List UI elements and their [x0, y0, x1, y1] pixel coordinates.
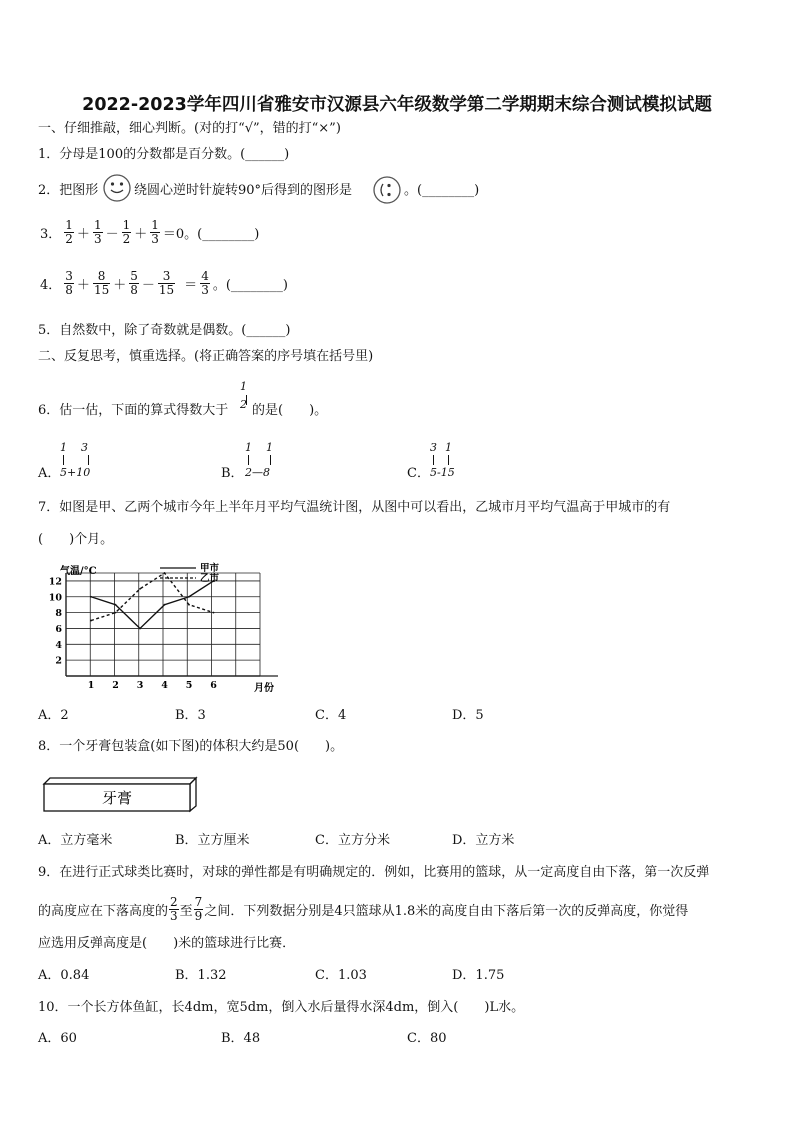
- option-10c: C．80: [407, 1031, 447, 1046]
- question-9-line3: 应选用反弹高度是( )米的篮球进行比赛．: [38, 936, 296, 951]
- fraction: $\frac{2}{3}$: [170, 894, 178, 923]
- question-2-prefix: 2．把图形: [38, 183, 99, 198]
- y-axis-label: 气温/°C: [60, 566, 97, 577]
- question-9-line2: 的高度应在下落高度的 $\frac{2}{3}$ 至 $\frac{7}{9}$ 之间．下列数据分别是4只篮球从1.8米的高度自由下落后第一次的反弹高度，你觉得: [38, 894, 689, 923]
- data-point: [90, 596, 92, 598]
- option-6b-label: B．: [221, 466, 244, 481]
- page-title: 2022-2023学年四川省雅安市汉源县六年级数学第二学期期末综合测试模拟试题: [82, 95, 712, 115]
- option-6c-label: C．: [407, 466, 430, 481]
- fraction-half-slanted: 1 2: [240, 380, 247, 411]
- data-point: [164, 572, 166, 574]
- y-tick-label: 12: [48, 576, 62, 588]
- question-7-line1: 7．如图是甲、乙两个城市今年上半年月平均气温统计图，从图中可以看出，乙城市月平均气温高于甲城市的有: [38, 500, 671, 515]
- question-8: 8．一个牙膏包装盒(如下图)的体积大约是50( )。: [38, 739, 344, 754]
- data-point: [90, 620, 92, 622]
- x-tick-label: 4: [161, 680, 168, 691]
- question-2-suffix: 。(________): [404, 183, 480, 198]
- fraction: $\frac{5}{8}$: [130, 268, 138, 297]
- series-line-city-a: [91, 581, 214, 629]
- option-10b: B．48: [221, 1031, 261, 1046]
- fraction: $\frac{1}{3}$: [151, 217, 159, 246]
- option-7a: A．2: [38, 708, 69, 723]
- option-7c: C．4: [315, 708, 347, 723]
- section1-heading: 一、仔细推敲，细心判断。(对的打“√”，错的打“×”): [38, 121, 341, 136]
- option-8c: C．立方分米: [315, 833, 390, 848]
- question-1: 1．分母是100的分数都是百分数。(______): [38, 147, 290, 162]
- data-point: [115, 604, 117, 606]
- question-7-line2: ( )个月。: [38, 532, 114, 547]
- smiley-face-icon: [102, 173, 132, 203]
- option-6a-label: A．: [38, 466, 61, 481]
- fraction: $\frac{8}{15}$: [93, 268, 110, 297]
- x-tick-label: 3: [136, 680, 144, 691]
- option-6c-expression: 3 1 5-15: [430, 441, 455, 479]
- fraction: $\frac{1}{3}$: [93, 217, 102, 246]
- y-tick-label: 6: [55, 623, 62, 635]
- legend-label-city-b: 乙市: [200, 573, 220, 584]
- legend-label-city-a: 甲市: [200, 563, 220, 574]
- toothpaste-box-label: 牙膏: [101, 789, 133, 807]
- question-4: 4． $\frac{3}{8}$ ＋ $\frac{8}{15}$ ＋ $\frac{5}{8}$ － $\frac{3}{15}$ ＝ $\frac{4}{3}$ 。(________): [40, 268, 288, 297]
- question-9-line1: 9．在进行正式球类比赛时，对球的弹性都是有明确规定的．例如，比赛用的篮球，从一定高度自由下落，第一次反弹: [38, 865, 710, 880]
- y-tick-label: 10: [48, 592, 62, 604]
- data-point: [213, 612, 215, 614]
- y-tick-label: 4: [55, 639, 62, 651]
- option-6a-expression: 1 3 5+10: [60, 441, 91, 479]
- x-axis-label: 月份: [254, 683, 274, 694]
- option-9a: A．0.84: [38, 968, 90, 983]
- option-6b-expression: 1 1 2—8: [245, 441, 273, 479]
- fraction: $\frac{7}{9}$: [194, 894, 203, 923]
- data-point: [139, 588, 141, 590]
- question-6-text-b: 的是( )。: [252, 403, 328, 418]
- question-2-mid: 绕圆心逆时针旋转90°后得到的图形是: [134, 183, 353, 198]
- toothpaste-box-figure: [40, 776, 202, 814]
- y-tick-label: 8: [55, 608, 62, 620]
- y-tick-label: 2: [55, 655, 62, 667]
- option-9d: D．1.75: [452, 968, 505, 983]
- x-tick-label: 5: [185, 680, 193, 691]
- fraction: $\frac{3}{8}$: [65, 268, 73, 297]
- option-8b: B．立方厘米: [175, 833, 250, 848]
- fraction: $\frac{1}{2}$: [65, 217, 73, 246]
- fraction: $\frac{3}{15}$: [158, 268, 175, 297]
- option-8a: A．立方毫米: [38, 833, 113, 848]
- option-9b: B．1.32: [175, 968, 227, 983]
- option-10a: A．60: [38, 1031, 77, 1046]
- fraction: $\frac{1}{2}$: [122, 217, 131, 246]
- data-point: [139, 628, 141, 630]
- question-3: 3． $\frac{1}{2}$ ＋ $\frac{1}{3}$ － $\frac{1}{2}$ ＋ $\frac{1}{3}$ ＝0。(________): [40, 217, 260, 246]
- option-7d: D．5: [452, 708, 484, 723]
- x-axis-ticks: [88, 680, 218, 691]
- x-tick-label: 6: [210, 680, 217, 691]
- x-tick-label: 1: [87, 680, 95, 691]
- x-tick-label: 2: [112, 680, 119, 691]
- option-7b: B．3: [175, 708, 206, 723]
- data-point: [188, 596, 190, 598]
- fraction: $\frac{4}{3}$: [201, 268, 209, 297]
- y-axis-ticks: [49, 576, 63, 666]
- option-9c: C．1.03: [315, 968, 367, 983]
- chart-grid: [66, 573, 278, 676]
- question-5: 5．自然数中，除了奇数就是偶数。(______): [38, 323, 291, 338]
- question-10: 10．一个长方体鱼缸，长4dm，宽5dm，倒入水后量得水深4dm，倒入( )L水。: [38, 1000, 525, 1015]
- data-point: [188, 604, 190, 606]
- data-point: [164, 604, 166, 606]
- question-6-text-a: 6．估一估，下面的算式得数大于: [38, 403, 229, 418]
- rotated-smiley-icon: [372, 175, 402, 205]
- temperature-line-chart: [38, 560, 288, 695]
- option-8d: D．立方米: [452, 833, 515, 848]
- data-point: [115, 612, 117, 614]
- section2-heading: 二、反复思考，慎重选择。(将正确答案的序号填在括号里): [38, 349, 374, 364]
